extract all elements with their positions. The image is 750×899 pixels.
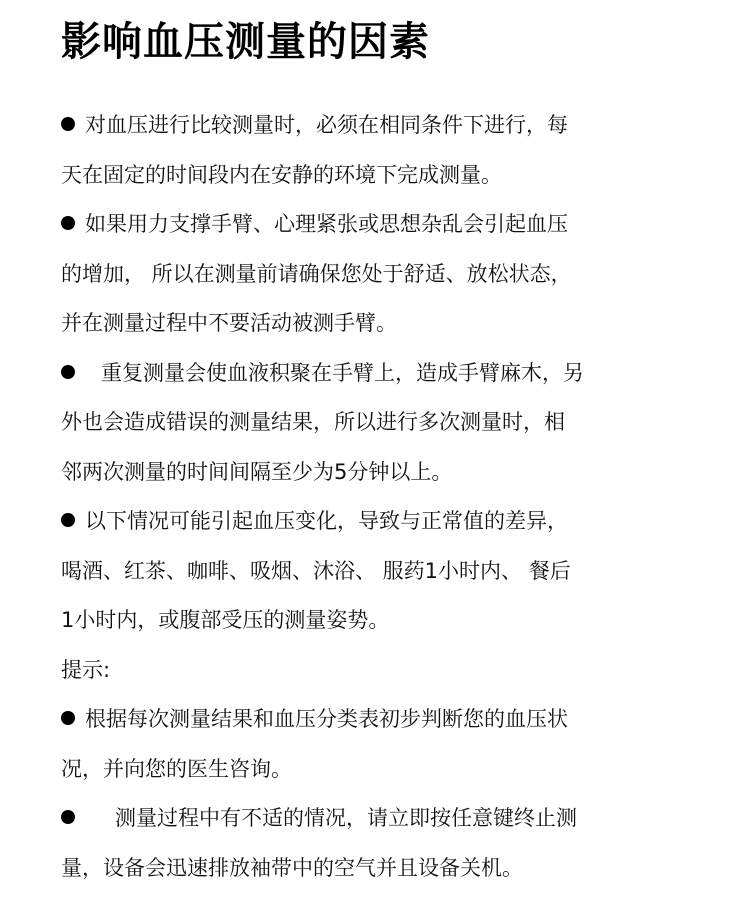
bullet-icon xyxy=(61,117,75,131)
bullet-icon xyxy=(61,513,75,527)
hint-item-stop xyxy=(61,794,681,893)
hint-item-line: 量，设备会迅速排放袖带中的空气并且设备关机。 xyxy=(61,855,523,880)
list-item-relax xyxy=(61,200,681,349)
list-item-text: 对血压进行比较测量时，必须在相同条件下进行，每 xyxy=(85,113,568,137)
hint-item-line xyxy=(61,794,681,844)
list-item-interval xyxy=(61,349,681,498)
list-item-line: 并在测量过程中不要活动被测手臂。 xyxy=(61,311,397,335)
list-item-line: 天在固定的时间段内在安静的环境下完成测量。 xyxy=(61,162,502,187)
bullet-icon xyxy=(61,365,75,379)
bullet-icon xyxy=(61,711,75,725)
hint-item-text: 测量过程中有不适的情况，请立即按任意键终止测 xyxy=(115,806,577,830)
list-item-factors xyxy=(61,497,681,646)
list-item-text: 如果用力支撑手臂、心理紧张或思想杂乱会引起血压 xyxy=(85,212,568,236)
list-item-text: 重复测量会使血液积聚在手臂上，造成手臂麻木，另 xyxy=(101,360,584,385)
list-item-line: 外也会造成错误的测量结果，所以进行多次测量时，相 xyxy=(61,410,565,434)
list-item-consistency xyxy=(61,101,681,200)
list-item-line xyxy=(61,349,681,399)
bullet-icon xyxy=(61,810,75,824)
list-item-line: 1小时内，或腹部受压的测量姿势。 xyxy=(61,608,390,632)
list-item-line: 的增加， 所以在测量前请确保您处于舒适、放松状态， xyxy=(61,261,572,286)
list-item-text: 以下情况可能引起血压变化，导致与正常值的差异， xyxy=(85,509,568,533)
list-item-line xyxy=(61,200,681,250)
hint-item-text: 根据每次测量结果和血压分类表初步判断您的血压状 xyxy=(85,707,568,731)
hint-item-consult xyxy=(61,695,681,794)
list-item-line xyxy=(61,101,681,151)
hint-item-line: 况，并向您的医生咨询。 xyxy=(61,756,292,781)
list-item-line xyxy=(61,497,681,547)
content-body xyxy=(61,101,681,893)
list-item-line: 邻两次测量的时间间隔至少为5分钟以上。 xyxy=(61,459,453,484)
list-item-line: 喝酒、红茶、咖啡、吸烟、沐浴、 服药1小时内、 餐后 xyxy=(61,558,571,583)
page-title: 影响血压测量的因素 xyxy=(61,19,430,65)
bullet-icon xyxy=(61,216,75,230)
hint-item-line xyxy=(61,695,681,745)
hint-label: 提示: xyxy=(61,657,111,682)
